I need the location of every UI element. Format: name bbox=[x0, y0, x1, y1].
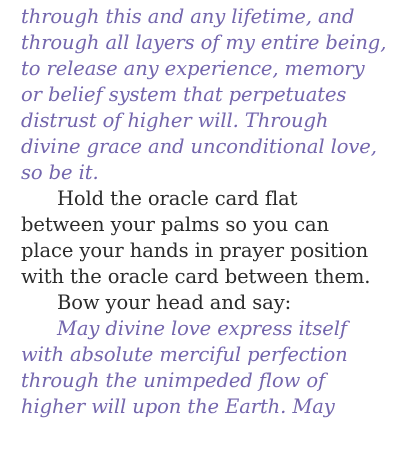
text-line: May divine love express itself bbox=[57, 317, 347, 340]
instruction-paragraph-2 bbox=[21, 290, 396, 316]
document-page bbox=[21, 4, 396, 420]
instruction-paragraph-1 bbox=[21, 186, 396, 290]
text-line: divine grace and unconditional love, bbox=[21, 135, 377, 158]
text-line: to release any experience, memory bbox=[21, 57, 365, 80]
text-line: place your hands in prayer position bbox=[21, 239, 369, 262]
text-line: Hold the oracle card flat bbox=[57, 187, 298, 210]
prayer-passage-2 bbox=[21, 316, 396, 420]
prayer-passage-1 bbox=[21, 4, 396, 186]
text-line: through the unimpeded flow of bbox=[21, 369, 326, 392]
text-line: between your palms so you can bbox=[21, 213, 329, 236]
text-line: distrust of higher will. Through bbox=[21, 109, 329, 132]
text-line: so be it. bbox=[21, 161, 99, 184]
text-line: through all layers of my entire being, bbox=[21, 31, 387, 54]
text-line: or belief system that perpetuates bbox=[21, 83, 347, 106]
text-line: Bow your head and say: bbox=[57, 291, 292, 314]
text-line: with the oracle card between them. bbox=[21, 265, 371, 288]
text-line: through this and any lifetime, and bbox=[21, 5, 355, 28]
text-line: higher will upon the Earth. May bbox=[21, 395, 335, 418]
text-line: with absolute merciful perfection bbox=[21, 343, 348, 366]
